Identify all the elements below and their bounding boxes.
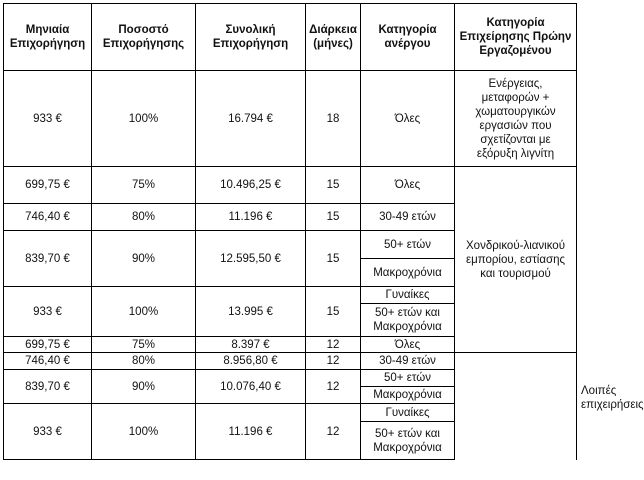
header-business-category: Κατηγορία Επιχείρησης Πρώην Εργαζομένου bbox=[455, 4, 577, 71]
cell-category: Γυναίκες bbox=[361, 404, 455, 422]
cell-monthly: 933 € bbox=[4, 71, 92, 167]
table-row bbox=[4, 167, 577, 204]
cell-percentage: 80% bbox=[92, 204, 196, 231]
cell-monthly: 839,70 € bbox=[4, 370, 92, 404]
cell-total: 10.496,25 € bbox=[196, 167, 306, 204]
cell-percentage: 75% bbox=[92, 167, 196, 204]
cell-duration: 15 bbox=[306, 204, 361, 231]
table-row: 699,75 € 75% 8.397 € 12 Όλες Λοιπές επιχειρήσεις bbox=[4, 337, 577, 353]
cell-category: Όλες bbox=[361, 167, 455, 204]
cell-category: 50+ ετών bbox=[361, 231, 455, 259]
table-row bbox=[4, 370, 577, 387]
cell-monthly: 933 € bbox=[4, 404, 92, 460]
cell-percentage: 80% bbox=[92, 353, 196, 370]
cell-duration: 15 bbox=[306, 231, 361, 287]
cell-category: Όλες bbox=[361, 337, 455, 353]
cell-category: Όλες bbox=[361, 71, 455, 167]
cell-percentage: 100% bbox=[92, 287, 196, 337]
cell-monthly: 746,40 € bbox=[4, 353, 92, 370]
cell-monthly: 699,75 € bbox=[4, 337, 92, 353]
cell-monthly: 699,75 € bbox=[4, 167, 92, 204]
header-total: Συνολική Επιχορήγηση bbox=[196, 4, 306, 71]
cell-category: Γυναίκες bbox=[361, 287, 455, 304]
cell-duration: 15 bbox=[306, 287, 361, 337]
cell-percentage: 100% bbox=[92, 404, 196, 460]
cell-duration: 12 bbox=[306, 337, 361, 353]
cell-duration: 12 bbox=[306, 353, 361, 370]
cell-total: 8.397 € bbox=[196, 337, 306, 353]
cell-category: 30-49 ετών bbox=[361, 353, 455, 370]
cell-category: 50+ ετών και Μακροχρόνια bbox=[361, 304, 455, 337]
cell-business-category: Ενέργειας, μεταφορών + χωματουργικών εργασιών που σχετίζονται με εξόρυξη λιγνίτη bbox=[455, 71, 577, 167]
cell-total: 10.076,40 € bbox=[196, 370, 306, 404]
cell-total: 13.995 € bbox=[196, 287, 306, 337]
table-row bbox=[4, 71, 577, 167]
header-row bbox=[4, 4, 577, 71]
cell-category: Μακροχρόνια bbox=[361, 259, 455, 287]
cell-percentage: 90% bbox=[92, 231, 196, 287]
cell-total: 11.196 € bbox=[196, 204, 306, 231]
cell-total: 12.595,50 € bbox=[196, 231, 306, 287]
cell-percentage: 100% bbox=[92, 71, 196, 167]
cell-total: 8.956,80 € bbox=[196, 353, 306, 370]
cell-monthly: 839,70 € bbox=[4, 231, 92, 287]
cell-monthly: 746,40 € bbox=[4, 204, 92, 231]
header-percentage: Ποσοστό Επιχορήγησης bbox=[92, 4, 196, 71]
cell-category: Μακροχρόνια bbox=[361, 387, 455, 404]
cell-total: 16.794 € bbox=[196, 71, 306, 167]
header-monthly: Μηνιαία Επιχορήγηση bbox=[4, 4, 92, 71]
cell-business-category: Χονδρικού-λιανικού εμπορίου, εστίασης και τουρισμού bbox=[455, 167, 577, 353]
cell-duration: 15 bbox=[306, 167, 361, 204]
cell-duration: 18 bbox=[306, 71, 361, 167]
cell-category: 30-49 ετών bbox=[361, 204, 455, 231]
header-unemployed-category: Κατηγορία ανέργου bbox=[361, 4, 455, 71]
cell-category: 50+ ετών bbox=[361, 370, 455, 387]
table-row bbox=[4, 353, 577, 370]
cell-duration: 12 bbox=[306, 370, 361, 404]
cell-monthly: 933 € bbox=[4, 287, 92, 337]
subsidy-table bbox=[3, 3, 644, 460]
cell-percentage: 90% bbox=[92, 370, 196, 404]
header-duration: Διάρκεια (μήνες) bbox=[306, 4, 361, 71]
cell-percentage: 75% bbox=[92, 337, 196, 353]
cell-category: 50+ ετών και Μακροχρόνια bbox=[361, 422, 455, 460]
table-row bbox=[4, 404, 577, 422]
cell-total: 11.196 € bbox=[196, 404, 306, 460]
cell-duration: 12 bbox=[306, 404, 361, 460]
